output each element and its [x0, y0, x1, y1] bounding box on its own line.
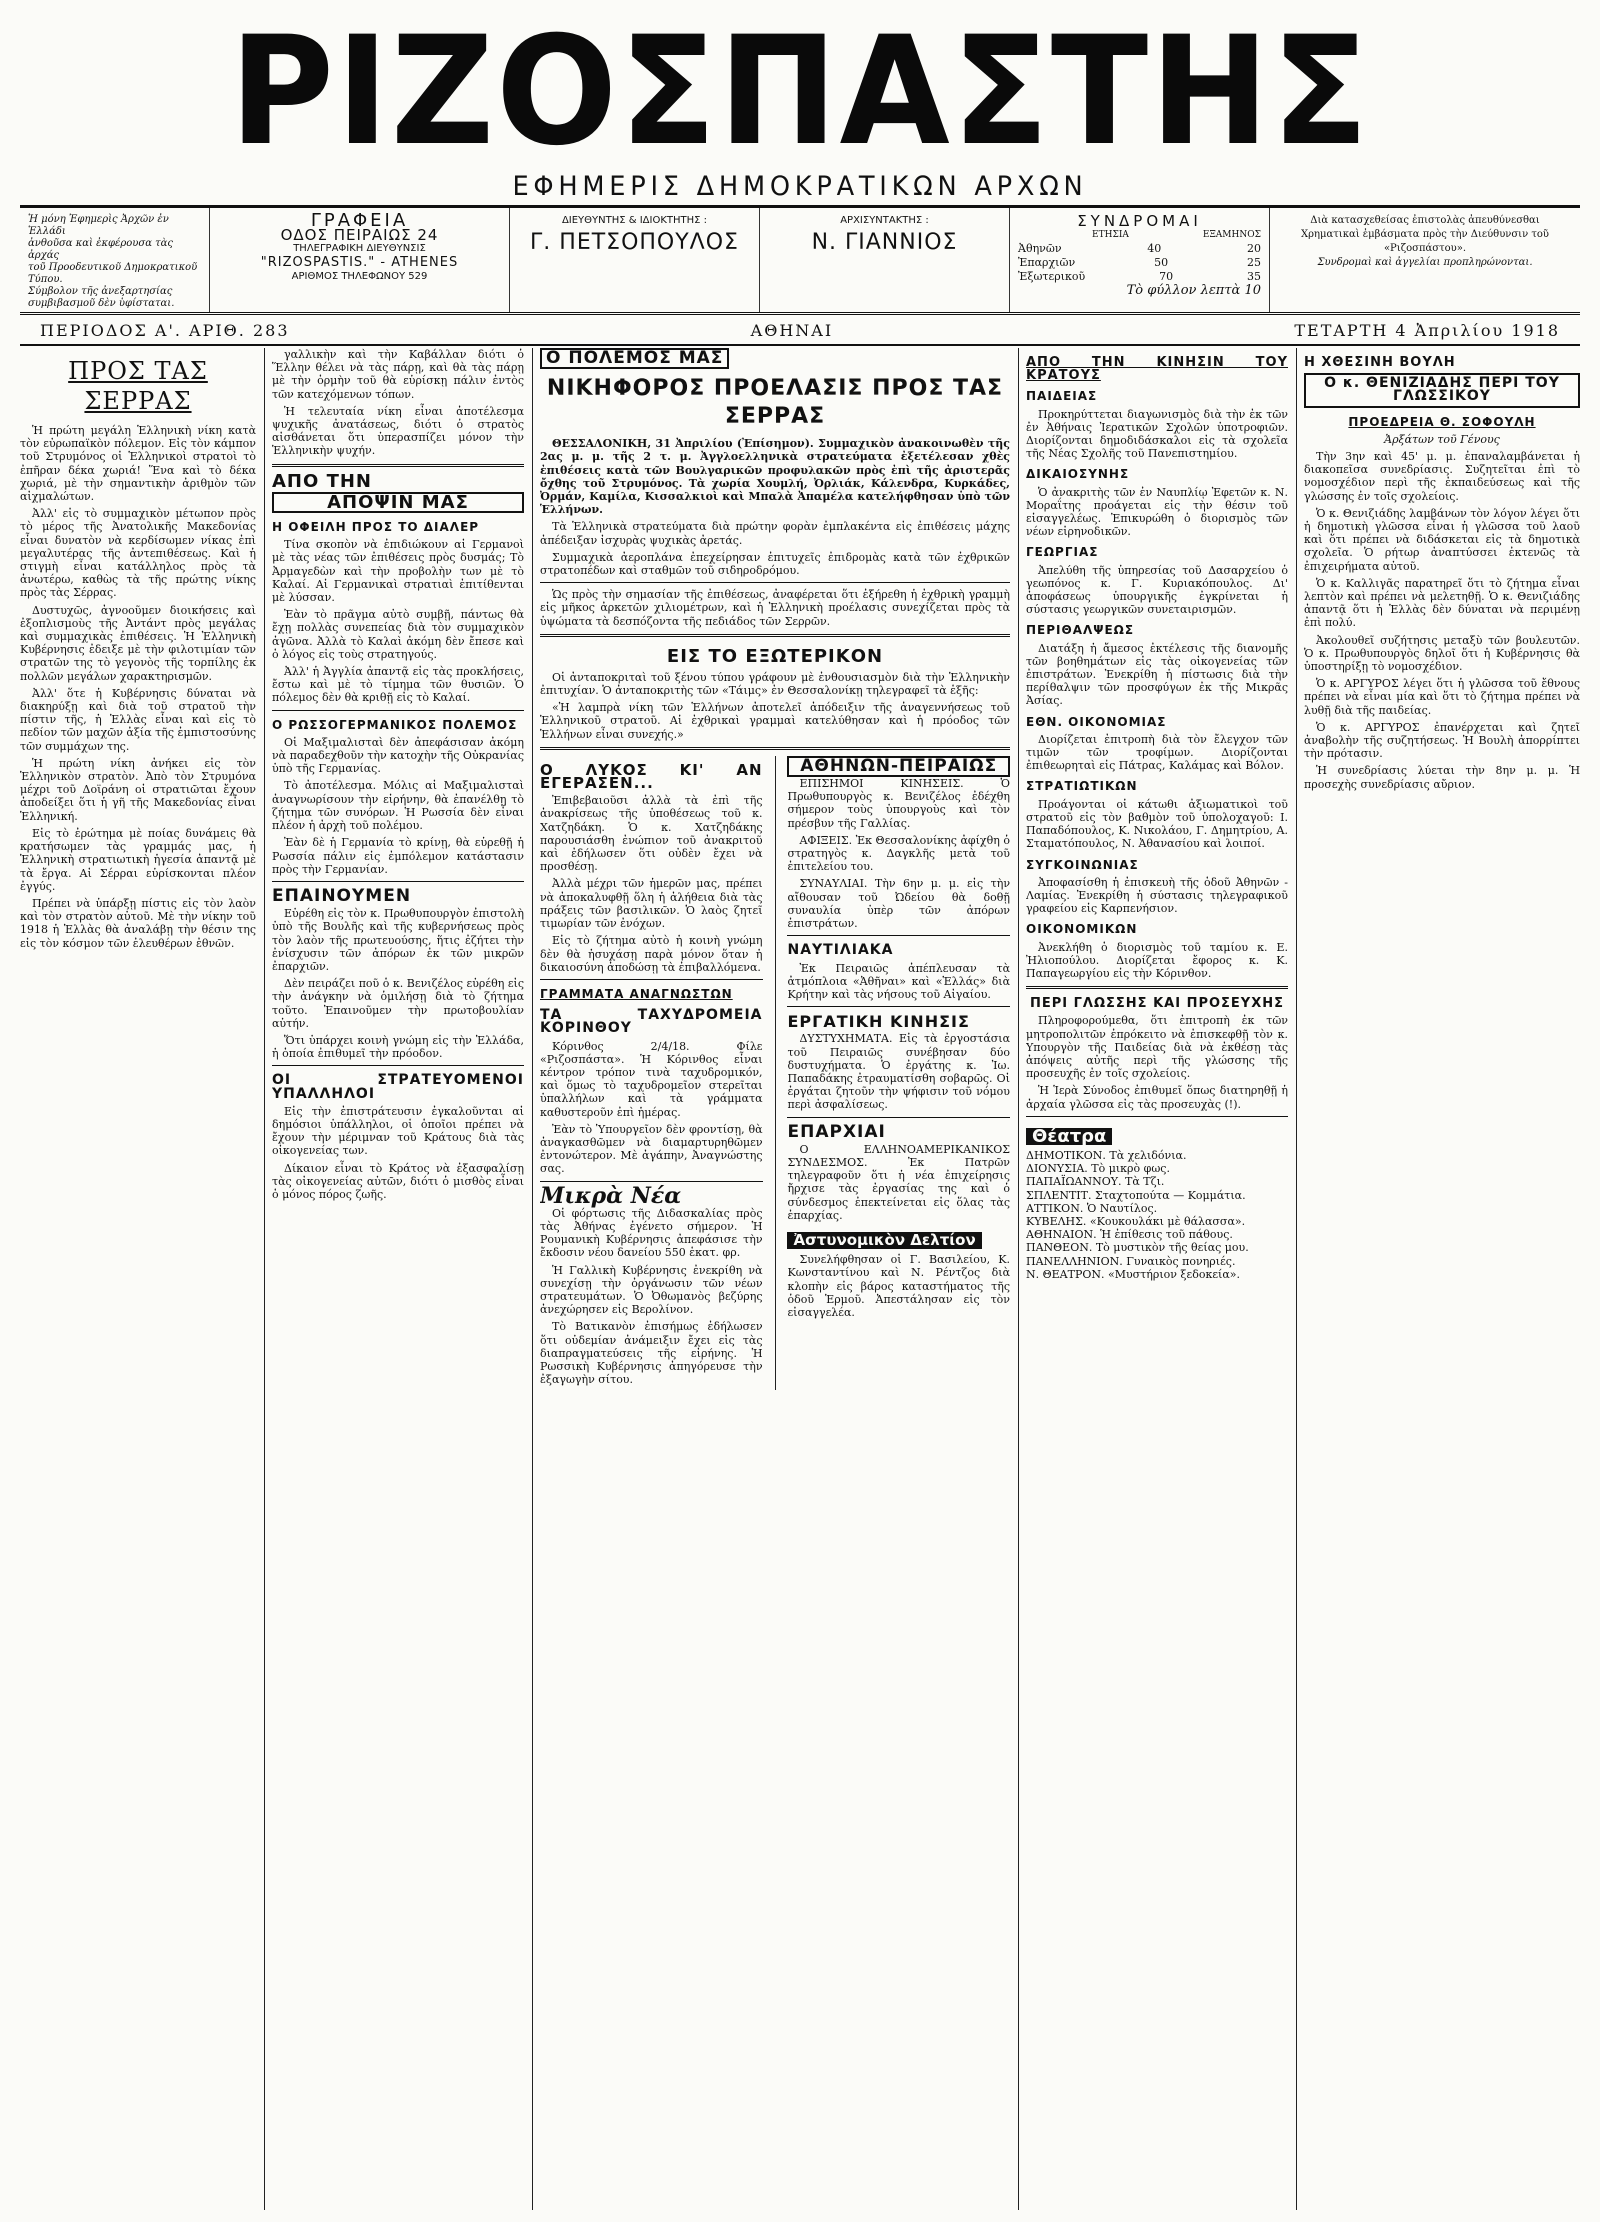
article-paragraph: ΑΦΙΞΕΙΣ. Ἐκ Θεσσαλονίκης ἀφίχθη ὁ στρατηγὸς κ. Δαγκλῆς μετὰ τοῦ ἐπιτελείου του.: [787, 833, 1010, 874]
theatre-entry: ΑΘΗΝΑΙΟΝ. Ἡ ἐπίθεσις τοῦ πάθους.: [1026, 1228, 1233, 1242]
subs-col-half: ΕΞΑΜΗΝΟΣ: [1202, 230, 1261, 240]
theatre-entry: ΠΑΝΘΕΟΝ. Τὸ μυστικὸν τῆς θείας μου.: [1026, 1241, 1249, 1255]
article-paragraph: Προάγονται οἱ κάτωθι ἀξιωματικοὶ τοῦ στρατοῦ εἰς τὸν βαθμὸν τοῦ ὑπολοχαγοῦ: Ι. Παπαδόπουλος, Κ. Νικολάου, Γ. Δημητρίου, Α. Σταματόπουλος, Ν. Ἀθανασίου καὶ λοιποί.: [1026, 797, 1288, 851]
article-paragraph: Ὡς πρὸς τὴν σημασίαν τῆς ἐπιθέσεως, ἀναφέρεται ὅτι ἐξήρεθη ἡ ἐχθρικὴ γραμμὴ εἰς μῆκος ἀρκετῶν χιλιομέτρων, καὶ ἡ Ἑλληνικὴ προέλασις συνεχίζεται πρὸς τὰ ὑψώματα τὰ δεσπόζοντα τῆς πεδιάδος τῶν Σερρῶν.: [540, 588, 1010, 628]
editor-name: Ν. ΓΙΑΝΝΙΟΣ: [811, 230, 958, 255]
columns-area: [20, 348, 1580, 2210]
section-divider: [272, 464, 524, 467]
parliament-label: Η ΧΘΕΣΙΝΗ ΒΟΥΛΗ: [1304, 355, 1456, 370]
section-heading: ΤΑ ΤΑΧΥΔΡΟΜΕΙΑ ΚΟΡΙΝΘΟΥ: [540, 1007, 763, 1037]
small-news-heading: Μικρὰ Νέα: [540, 1182, 682, 1209]
subs-year: 70: [1159, 270, 1174, 283]
motto-line: Ἡ μόνη Ἐφημερὶς Ἀρχῶν ἐν Ἑλλάδι: [28, 214, 169, 237]
subscriptions-header: [1018, 228, 1261, 242]
article-paragraph: Ἡ συνεδρίασις λύεται τὴν 8ην μ. μ. Ἡ προσεχὴς συνεδρίασις αὔριον.: [1304, 764, 1580, 791]
theatre-entry: ΑΤΤΙΚΟΝ. Ὁ Ναυτίλος.: [1026, 1201, 1158, 1215]
theatres-head: Θέατρα: [1026, 1128, 1112, 1145]
note-line: Χρηματικαὶ ἐμβάσματα πρὸς τὴν Διεύθυνσιν τοῦ: [1301, 229, 1549, 240]
article-paragraph: Ἀλλ' ὅτε ἡ Κυβέρνησις δύναται νὰ διακηρύξῃ καὶ διὰ τοῦ στρατοῦ τὴν πίστιν τῆς, ἡ Ἑλλὰς εἶναι καὶ εἰς τὸ πεδίον τῶν μαχῶν ἀξία τῆς ἐμπιστοσύνης τῶν συμμάχων της.: [20, 686, 256, 753]
director-label: ΔΙΕΥΘΥΝΤΗΣ & ΙΔΙΟΚΤΗΤΗΣ :: [561, 215, 708, 226]
article-paragraph: Τίνα σκοπὸν νὰ ἐπιδιώκουν αἱ Γερμανοὶ μὲ τὰς νέας τῶν ἐπιθέσεις πρὸς δυσμάς; Τὸ Ἀρμαγεδὼν καὶ τὴν προβολὴν των μὲ τὸ Καλαί. Αἱ Γερμανικαὶ στρατιαὶ ἐπιτίθενται μὲ λύσσαν.: [272, 538, 524, 605]
article-paragraph: Τὴν 3ην καὶ 45' μ. μ. ἐπαναλαμβάνεται ἡ διακοπεῖσα συνεδρίασις. Συζητεῖται ἐπὶ τὸ νομοσχέδιον περὶ τῆς ἐκπαιδεύσεως καὶ τῆς γλώσσης ἐν τοῖς σχολείοις.: [1304, 450, 1580, 503]
article-paragraph: Οἱ ἀνταποκριταὶ τοῦ ξένου τύπου γράφουν μὲ ἐνθουσιασμὸν διὰ τὴν Ἑλληνικὴν ἐπιτυχίαν. Ὁ ἀνταποκριτὴς τῶν «Τάιμς» ἐν Θεσσαλονίκῃ τηλεγραφεῖ τὰ ἑξῆς:: [540, 670, 1010, 698]
column-rule: [775, 756, 776, 1391]
section-heading: ΟΙΚΟΝΟΜΙΚΩΝ: [1026, 922, 1138, 937]
article-paragraph: Ἀλλὰ μέχρι τῶν ἡμερῶν μας, πρέπει νὰ ἀποκαλυφθῇ ὅλη ἡ ἀλήθεια διὰ τὰς πράξεις τῶν βασιλικῶν. Ὁ λαὸς ζητεῖ τιμωρίαν τῶν ἐνόχων.: [540, 877, 763, 931]
subs-place: Ἐπαρχιῶν: [1018, 256, 1076, 269]
section-divider: [272, 710, 524, 711]
apo-label: ΑΠΟ ΤΗΝ: [272, 470, 372, 492]
article-paragraph: Ὁ κ. Καλλιγᾶς παρατηρεῖ ὅτι τὸ ζήτημα εἶναι λεπτὸν καὶ πρέπει νὰ μελετηθῇ. Ὁ κ. Θενιζιάδης ἀπαντᾷ ὅτι ἡ Ἑλλὰς δὲν δύναται νὰ περιμένῃ ἐπὶ πολύ.: [1304, 576, 1580, 630]
column-4: [1026, 348, 1288, 2210]
editor-label: ΑΡΧΙΣΥΝΤΑΚΤΗΣ :: [840, 215, 929, 226]
article-paragraph: Τὰ Ἑλληνικὰ στρατεύματα διὰ πρώτην φορὰν ἐμπλακέντα εἰς ἐπιθέσεις μάχης ἀπέδειξαν ἰσχυρὰς ψυχικὰς ἀρετάς.: [540, 520, 1010, 547]
article-paragraph: ΘΕΣΣΑΛΟΝΙΚΗ, 31 Ἀπριλίου (Ἐπίσημον). Συμμαχικὸν ἀνακοινωθὲν τῆς 2ας μ. μ. τῆς 2 τ. μ. Ἀγγλοελληνικὰ στρατεύματα ἐξετέλεσαν χθὲς ἐπιθέσεις κατὰ τῶν Βουλγαρικῶν προφυλακῶν πρὸς ἐπὶ τῆς ἀριστερᾶς ὄχθης τοῦ Στρυμόνος. Τὰ χωρία Χουμλή, Ὀρλιάκ, Κάλενδρα, Κυρκάδες, Ὀρμάν, Καμίλα, Κισσαλκιοὶ καὶ Μπαλὰ Ἀπαμέλα κατελήφθησαν ὑπὸ τῶν Ἑλλήνων.: [540, 437, 1010, 517]
subscriptions-box: [1010, 208, 1270, 312]
newspaper-subtitle: ΕΦΗΜΕΡΙΣ ΔΗΜΟΚΡΑΤΙΚΩΝ ΑΡΧΩΝ: [512, 171, 1088, 202]
article-paragraph: Δίκαιον εἶναι τὸ Κράτος νὰ ἐξασφαλίσῃ τὰς οἰκογενείας αὐτῶν, διότι ὁ μισθὸς εἶναι ὁ μόνος πόρος ζωῆς.: [272, 1161, 524, 1201]
apopsin-head: ΑΠΟΨΙΝ ΜΑΣ: [272, 492, 524, 513]
col3-split: [540, 756, 1010, 1391]
article-paragraph: Δὲν πειράζει ποῦ ὁ κ. Βενιζέλος εὑρέθη εἰς τὴν ἀνάγκην νὰ ὁμιλήσῃ διὰ τὸ ζήτημα τοῦτο. Ἐπαινοῦμεν τὴν πρωτοβουλίαν αὐτήν.: [272, 977, 524, 1030]
section-divider: [787, 1117, 1010, 1118]
section-divider: [787, 935, 1010, 936]
article-paragraph: Ἐὰν τὸ Ὑπουργεῖον δὲν φροντίσῃ, θὰ ἀναγκασθῶμεν νὰ διαμαρτυρηθῶμεν ἐντονώτερον. Μὲ ἀγάπην, Ἀναγνώστης σας.: [540, 1122, 763, 1176]
newspaper-title: ΡΙΖΟΣΠΑΣΤΗΣ: [229, 5, 1371, 179]
section-heading: Η ΟΦΕΙΛΗ ΠΡΟΣ ΤΟ ΔΙΑΛΕΡ: [272, 520, 480, 535]
section-heading: ΠΕΡΙ ΓΛΩΣΣΗΣ ΚΑΙ ΠΡΟΣΕΥΧΗΣ: [1029, 996, 1284, 1012]
section-divider: [540, 1181, 763, 1182]
article-paragraph: Δυστυχῶς, ἀγνοοῦμεν διοικήσεις καὶ ἐξοπλισμοὺς τῆς Ἀντάντ πρὸς μεγάλας καὶ συμμαχικὰς ἐπιθέσεις. Ἡ Ἑλληνικὴ Κυβέρνησις ἐδειξε μὲ τὴν φιλοτιμίαν τῶν στρατῶν της τὸ γεγονὸς τῆς τορπίλης ἐκ πολλῶν μεγάλων χαρακτηρισμῶν.: [20, 603, 256, 683]
article-paragraph: Οἱ Μαξιμαλισταὶ δὲν ἀπεφάσισαν ἀκόμη νὰ παραδεχθοῦν τὴν κατοχὴν τῆς Οὐκρανίας ὑπὸ τῆς Γερμανίας.: [272, 735, 524, 776]
telegraph-address: "RIZOSPASTIS." - ATHENES: [260, 255, 459, 270]
theatre-entry: ΔΙΟΝΥΣΙΑ. Τὸ μικρὸ φως.: [1026, 1162, 1170, 1176]
section-heading: ΣΤΡΑΤΙΩΤΙΚΩΝ: [1026, 779, 1138, 794]
athens-piraeus-head: ΑΘΗΝΩΝ-ΠΕΙΡΑΙΩΣ: [787, 756, 1010, 777]
offices-box: [210, 208, 510, 312]
theatre-entry: ΚΥΒΕΛΗΣ. «Κουκουλάκι μὲ θάλασσα».: [1026, 1214, 1246, 1228]
issue-date: ΤΕΤΑΡΤΗ 4 Ἀπριλίου 1918: [1294, 320, 1560, 340]
subs-place: Ἀθηνῶν: [1018, 242, 1062, 255]
director-name: Γ. ΠΕΤΣΟΠΟΥΛΟΣ: [530, 230, 739, 255]
section-heading: ΕΠΑΙΝΟΥΜΕΝ: [272, 885, 412, 906]
subscriptions-label: ΣΥΝΔΡΟΜΑΙ: [1077, 212, 1202, 230]
section-heading: ΟΙ ΣΤΡΑΤΕΥΟΜΕΝΟΙ ΥΠΑΛΛΗΛΟΙ: [272, 1072, 524, 1102]
dateline: [20, 316, 1580, 346]
column-2: [272, 348, 524, 2210]
section-heading: Ο ΡΩΣΣΟΓΕΡΜΑΝΙΚΟΣ ΠΟΛΕΜΟΣ: [272, 717, 518, 732]
col3-right: [787, 756, 1010, 1391]
subs-half: 25: [1247, 256, 1261, 269]
section-heading: ΓΕΩΡΓΙΑΣ: [1026, 545, 1099, 560]
state-activity-head: ΑΠΟ ΤΗΝ ΚΙΝΗΣΙΝ ΤΟΥ ΚΡΑΤΟΥΣ: [1026, 355, 1288, 384]
article-paragraph: Διατάξη ἡ ἄμεσος ἐκτέλεσις τῆς διανομῆς τῶν βοηθημάτων εἰς τὰς οἰκογενείας τῶν ἐπιστράτων. Ἐνεκρίθη ἡ πίστωσις διὰ τὴν περίθαλψιν τῶν προσφύγων ἐκ τῆς Μικρᾶς Ἀσίας.: [1026, 641, 1288, 708]
article-paragraph: Πληροφορούμεθα, ὅτι ἐπιτροπὴ ἐκ τῶν μητροπολιτῶν ἐπρόκειτο νὰ ἐπισκεφθῇ τὸν κ. Υπουργὸν τῆς Παιδείας διὰ νὰ ἐκθέσῃ τὰς ἀπόψεις αὐτῆς περὶ τῆς γλώσσης τῆς προσευχῆς ἐν τοῖς σχολείοις.: [1026, 1014, 1288, 1081]
article-paragraph: Εὑρέθη εἰς τὸν κ. Πρωθυπουργὸν ἐπιστολὴ ὑπὸ τῆς Βουλῆς καὶ τῆς κυβερνήσεως πρὸς τὸν λαὸν τῆς πρωτευούσης, ἥτις ἐζήτει τὴν ἐνίσχυσιν τῶν ἀπόρων ἐκ τῶν μικρῶν ἐπαρχιῶν.: [272, 907, 524, 973]
subs-col-year: ΕΤΗΣΙΑ: [1092, 230, 1129, 240]
note-line: Διὰ κατασχεθείσας ἐπιστολὰς ἀπευθύνεσθαι: [1310, 215, 1540, 226]
theatre-entry: Ν. ΘΕΑΤΡΟΝ. «Μυστήριον ξεδοκεία».: [1026, 1267, 1240, 1281]
article-paragraph: Πρέπει νὰ ὑπάρξῃ πίστις εἰς τὸν λαὸν καὶ τὸν στρατὸν αὐτοῦ. Μὲ τὴν νίκην τοῦ 1918 ἡ Ἑλλὰς θὰ ἀναλάβῃ τὴν θέσιν της εἰς τὸν κόσμον τῶν ἐλευθέρων ἐθνῶν.: [20, 896, 256, 950]
article-paragraph: Συμμαχικὰ ἀεροπλάνα ἐπεχείρησαν ἐπιτυχεῖς ἐπιδρομὰς κατὰ τῶν ἐχθρικῶν στρατοπέδων καὶ σταθμῶν τοῦ σιδηροδρόμου.: [540, 550, 1010, 578]
theatre-entry: ΣΠΛΕΝΤΙΤ. Σταχτοπούτα — Κομμάτια.: [1026, 1188, 1246, 1202]
subs-half: 20: [1246, 242, 1261, 255]
subs-year: 40: [1147, 242, 1162, 255]
article-paragraph: Ὁ κ. ΑΡΓΥΡΟΣ ἐπανέρχεται καὶ ζητεῖ ἀναβολὴν τῆς συζητήσεως. Ἡ Βουλὴ ἀπορρίπτει τὴν πρότασιν.: [1304, 720, 1580, 761]
article-paragraph: Εἰς τὴν ἐπιστράτευσιν ἐγκαλοῦνται αἱ δημόσιοι ὑπάλληλοι, οἱ ὁποῖοι πρέπει νὰ ἔχουν τὴν μέριμναν τοῦ Κράτους διὰ τὰς οἰκογενείας των.: [272, 1104, 524, 1158]
column-rule: [264, 348, 265, 2210]
article-paragraph: «Ἡ λαμπρὰ νίκη τῶν Ἑλλήνων ἀποτελεῖ ἀπόδειξιν τῆς ἀναγεννήσεως τοῦ Ἑλληνικοῦ στρατοῦ. Αἱ ἐχθρικαὶ γραμμαὶ κατελύθησαν καὶ ἡ πρόοδος τῶν Ἑλλήνων εἶναι συνεχής.»: [540, 701, 1010, 741]
director-box: [510, 208, 760, 312]
section-divider: [540, 634, 1010, 637]
offices-label: ΓΡΑΦΕΙΑ: [310, 210, 409, 231]
article-paragraph: Ἐὰν τὸ πρᾶγμα αὐτὸ συμβῇ, πάντως θὰ ἔχῃ πολλὰς συνεπείας διὰ τὸν συμμαχικὸν ἀγῶνα. Ἀλλὰ τὸ Καλαὶ ἀκόμη δὲν ἔπεσε καὶ ὁ λόγος εἰς τοὺς στρατηγούς.: [272, 608, 524, 661]
section-heading: ΕΘΝ. ΟΙΚΟΝΟΜΙΑΣ: [1026, 714, 1167, 729]
section-divider: [1026, 1116, 1288, 1117]
article-paragraph: Ἀποφασίσθη ἡ ἐπισκευὴ τῆς ὁδοῦ Ἀθηνῶν - Λαμίας. Ἐνεκρίθη ἡ σύστασις τηλεγραφικοῦ γραφείου εἰς Καρπενήσιον.: [1026, 875, 1288, 916]
masthead: [20, 5, 1580, 215]
article-paragraph: Οἱ φόρτωσις τῆς Διδασκαλίας πρὸς τὰς Ἀθήνας ἐγένετο σήμερον. Ἡ Ρουμανικὴ Κυβέρνησις ἀπεφάσισε τὴν ἔκδοσιν νέου δανείου 550 ἑκατ. φρ.: [540, 1206, 763, 1260]
article-paragraph: Ἀνεκλήθη ὁ διορισμὸς τοῦ ταμίου κ. Ε. Ἠλιοπούλου. Διορίζεται ἔφορος κ. Κ. Παπαγεωργίου εἰς τὴν Κόρινθον.: [1026, 940, 1288, 980]
article-paragraph: Ὅτι ὑπάρχει κοινὴ γνώμη εἰς τὴν Ἑλλάδα, ἡ ὁποία ἐπιθυμεῖ τὴν πρόοδον.: [272, 1033, 524, 1061]
column-rule: [1018, 348, 1019, 2210]
article-paragraph: Ὁ κ. ΑΡΓΥΡΟΣ λέγει ὅτι ἡ γλῶσσα τοῦ ἔθνους πρέπει νὰ εἶναι μία καὶ ὅτι τὸ ζήτημα πρέπει νὰ λυθῇ διὰ τῆς παιδείας.: [1304, 677, 1580, 717]
article-paragraph: Ὁ κ. Θενιζιάδης λαμβάνων τὸν λόγον λέγει ὅτι ἡ δημοτικὴ γλῶσσα εἶναι ἡ γλῶσσα τοῦ λαοῦ καὶ ὅτι πρέπει νὰ διδάσκεται εἰς τὰ δημοτικὰ σχολεῖα. Ὁ ρήτωρ ἀναπτύσσει ἐκτενῶς τὰ ἐπιχειρήματα αὐτοῦ.: [1304, 506, 1580, 573]
subs-row: [1018, 242, 1261, 256]
section-divider: [540, 979, 763, 980]
article-paragraph: Ἡ Γαλλικὴ Κυβέρνησις ἐνεκρίθη νὰ συνεχίσῃ τὴν ὀργάνωσιν τῶν νέων στρατευμάτων. Ὁ Ὀθωμανὸς βεζύρης ἀνεχώρησεν εἰς Βερολίνον.: [540, 1263, 763, 1317]
column-3: [540, 348, 1010, 2210]
article-paragraph: Ἀπελύθη τῆς ὑπηρεσίας τοῦ Δασαρχείου ὁ γεωπόνος κ. Γ. Κυριακόπουλος. Δι' ἀποφάσεως ὑπουργικῆς ἐγκρίνεται ἡ σύστασις γεωργικῶν συνεταιρισμῶν.: [1026, 563, 1288, 617]
war-headline: ΝΙΚΗΦΟΡΟΣ ΠΡΟΕΛΑΣΙΣ ΠΡΟΣ ΤΑΣ ΣΕΡΡΑΣ: [546, 376, 1004, 430]
issue-price: Τὸ φύλλον λεπτὰ 10: [1126, 283, 1261, 298]
article-paragraph: Ὁ ἀνακριτὴς τῶν ἐν Ναυπλίῳ Ἐφετῶν κ. Ν. Μοραΐτης προάγεται εἰς τὴν θέσιν τοῦ εἰσαγγελέως. Ἐπικυρώθη ὁ διορισμὸς τῶν νέων εἰρηνοδικῶν.: [1026, 485, 1288, 539]
article-paragraph: Προκηρύττεται διαγωνισμὸς διὰ τὴν ἐκ τῶν ἐν Ἀθήναις Ἰερατικῶν Σχολῶν ὑποτροφιῶν. Διορίζονται δημοδιδάσκαλοι εἰς τὰ σχολεῖα τῆς Νέας Σχολῆς τοῦ Πανεπιστημίου.: [1026, 407, 1288, 461]
issue-period: ΠΕΡΙΟΔΟΣ Α'. ΑΡΙΘ. 283: [40, 320, 290, 340]
article-paragraph: Ἡ Ἱερὰ Σύνοδος ἐπιθυμεῖ ὅπως διατηρηθῇ ἡ ἀρχαία γλῶσσα εἰς τὰς προσευχὰς (!).: [1026, 1084, 1288, 1111]
column-rule: [532, 348, 533, 2210]
column-1: [20, 348, 256, 2210]
section-divider: [540, 582, 1010, 583]
section-heading: ΠΕΡΙΘΑΛΨΕΩΣ: [1026, 623, 1135, 638]
subs-place: Ἐξωτερικοῦ: [1018, 270, 1086, 283]
letters-label: ΓΡΑΜΜΑΤΑ ΑΝΑΓΝΩΣΤΩΝ: [540, 986, 733, 1001]
article-paragraph: Ἀκολουθεῖ συζήτησις μεταξὺ τῶν βουλευτῶν. Ὁ κ. Πρωθυπουργὸς δηλοῖ ὅτι ἡ Κυβέρνησις θὰ ὑποστηρίξῃ τὸ νομοσχέδιον.: [1304, 633, 1580, 674]
motto-line: τοῦ Προοδευτικοῦ Δημοκρατικοῦ Τύπου.: [28, 262, 198, 285]
section-divider: [272, 881, 524, 882]
article-paragraph: Ο ΕΛΛΗΝΟΑΜΕΡΙΚΑΝΙΚΟΣ ΣΥΝΔΕΣΜΟΣ. Ἐκ Πατρῶν τηλεγραφοῦν ὅτι ἡ νέα ἐπιχείρησις ἤρχισε τὰς ἐργασίας της καὶ ὁ σύνδεσμος ἐπεκτείνεται εἰς ὅλας τὰς ἐπαρχίας.: [787, 1142, 1010, 1222]
headline-sereas: ΠΡΟΣ ΤΑΣ ΣΕΡΡΑΣ: [68, 357, 208, 415]
section-heading: ΕΡΓΑΤΙΚΗ ΚΙΝΗΣΙΣ: [787, 1012, 970, 1032]
article-paragraph: Τὸ ἀποτέλεσμα. Μόλις αἱ Μαξιμαλισταὶ ἀναγνωρίσουν τὴν εἰρήνην, θὰ ἐπανέλθῃ τὸ ζήτημα τῶν συνόρων. Ἡ Ρωσσία δὲν εἶναι πλέον ἡ ἀρχὴ τοῦ πολέμου.: [272, 779, 524, 833]
article-paragraph: ΕΠΙΣΗΜΟΙ ΚΙΝΗΣΕΙΣ. Ὁ Πρωθυπουργὸς κ. Βενιζέλος ἐδέχθη σήμερον τοὺς ὑπουργοὺς καὶ τὸν πρέσβυν τῆς Γαλλίας.: [787, 777, 1010, 830]
motto-line: συμβιβασμοῦ δὲν ὑφίσταται.: [28, 298, 175, 309]
section-heading: ΔΙΚΑΙΟΣΥΝΗΣ: [1026, 467, 1130, 482]
section-divider: [1026, 986, 1288, 989]
parliament-subtitle: Ἀρξάτων τοῦ Γένους: [1384, 432, 1500, 446]
section-heading: ΝΑΥΤΙΛΙΑΚΑ: [787, 942, 894, 959]
article-paragraph: Ἡ τελευταία νίκη εἶναι ἀποτέλεσμα ψυχικῆς ἀνατάσεως, διότι ὁ στρατὸς αἰσθάνεται ὅτι ὑπερασπίζει μόνον τὴν Ἑλληνικὴν ψυχήν.: [272, 404, 524, 458]
subs-row: [1018, 256, 1261, 270]
abroad-headline: ΕΙΣ ΤΟ ΕΞΩΤΕΡΙΚΟΝ: [666, 645, 884, 667]
notes-box: [1270, 208, 1580, 312]
column-rule: [1296, 348, 1297, 2210]
theatre-entry: ΠΑΠΑΪΩΑΝΝΟΥ. Τὰ Τζι.: [1026, 1175, 1165, 1189]
article-paragraph: Ἀλλ' εἰς τὸ συμμαχικὸν μέτωπον πρὸς τὸ μέρος τῆς Ἀνατολικῆς Μακεδονίας εἶναι δυνατὸν νὰ κερδίσωμεν νίκας ἐπὶ μεγαλυτέρας τῆς ἀντεπιθέσεως. Καὶ ἡ στιγμὴ εἶναι κατάλληλος πρὸς τὰ ἀνωτέρω, καθὼς τὰ τῆς πρώτης νίκης πρὸς τὰς Σέρρας.: [20, 507, 256, 600]
info-strip: [20, 205, 1580, 315]
subs-year: 50: [1154, 256, 1169, 269]
article-paragraph: Τὸ Βατικανὸν ἐπισήμως ἐδήλωσεν ὅτι οὐδεμίαν ἀνάμειξιν ἔχει εἰς τὰς διαπραγματεύσεις τῆς εἰρήνης. Ἡ Ρωσσικὴ Κυβέρνησις ἀπηγόρευσε τὴν ἐξαγωγὴν σίτου.: [540, 1320, 763, 1387]
motto-line: Σύμβολον τῆς ἀνεξαρτησίας: [28, 286, 173, 297]
section-heading: ΕΠΑΡΧΙΑΙ: [787, 1121, 886, 1142]
article-paragraph: Εἰς τὸ ζήτημα αὐτὸ ἡ κοινὴ γνώμη δὲν θὰ ἡσυχάσῃ παρὰ μόνον ὅταν ἡ δικαιοσύνη ἀποδώσῃ τὰ ἐπιβαλλόμενα.: [540, 934, 763, 974]
phone-number: ΑΡΙΘΜΟΣ ΤΗΛΕΦΩΝΟΥ 529: [291, 271, 428, 282]
subs-half: 35: [1246, 270, 1261, 283]
col3-left: [540, 756, 763, 1391]
subs-row: [1018, 270, 1261, 284]
police-bulletin-head: Ἀστυνομικὸν Δελτίον: [787, 1232, 981, 1249]
offices-address: ΟΔΟΣ ΠΕΙΡΑΙΩΣ 24: [280, 226, 439, 244]
theatre-entry: ΠΑΝΕΛΛΗΝΙΟΝ. Γυναικὸς πονηριές.: [1026, 1254, 1236, 1268]
section-heading: ΣΥΓΚΟΙΝΩΝΙΑΣ: [1026, 857, 1139, 872]
article-paragraph: Κόρινθος 2/4/18. Φίλε «Ριζοσπάστα». Ἡ Κόρινθος εἶναι κέντρον τρόπον τινὰ ταχυδρομικόν, καὶ ὅμως τὸ ταχυδρομεῖον στερεῖται ὑπαλλήλων καὶ τὰ γράμματα καθυστεροῦν ἐπὶ ἡμέρας.: [540, 1039, 763, 1119]
article-paragraph: γαλλικὴν καὶ τὴν Καβάλλαν διότι ὁ Ἕλλην θέλει νὰ τὰς πάρῃ, καὶ θὰ τὰς πάρῃ μὲ τὴν ὁρμὴν τοῦ θὰ εὑρίσκῃ πάλιν ἐντὸς τῶν κατεχόμενων τόπων.: [272, 348, 524, 401]
article-paragraph: Ἐκ Πειραιῶς ἀπέπλευσαν τὰ ἀτμόπλοια «Ἀθῆναι» καὶ «Ἑλλάς» διὰ Κρήτην καὶ τὰς νήσους τοῦ Αἰγαίου.: [787, 961, 1010, 1001]
column-5: [1304, 348, 1580, 2210]
parliament-headline: Ο κ. ΘΕΝΙΖΙΑΔΗΣ ΠΕΡΙ ΤΟΥ ΓΛΩΣΣΙΚΟΥ: [1304, 373, 1580, 407]
article-paragraph: Ἡ πρώτη νίκη ἀνήκει εἰς τὸν Ἑλληνικὸν στρατὸν. Ἀπὸ τὸν Στρυμόνα μέχρι τοῦ Δοϊράνη οἱ στρατιῶται ἔχουν ἀποδείξει ὅτι ἡ γῆ τῆς Μακεδονίας εἶναι Ἑλληνική.: [20, 756, 256, 823]
note-line: «Ριζοσπάστου».: [1383, 243, 1467, 254]
theatre-entry: ΔΗΜΟΤΙΚΟΝ. Τὰ χελιδόνια.: [1026, 1148, 1187, 1162]
note-line: Συνδρομαὶ καὶ ἀγγελίαι προπληρώνονται.: [1317, 257, 1533, 268]
article-paragraph: ΣΥΝΑΥΛΙΑΙ. Τὴν 6ην μ. μ. εἰς τὴν αἴθουσαν τοῦ Ὠδείου θὰ δοθῇ συναυλία ὑπὲρ τῶν ἀπόρων ἐπιστράτων.: [787, 877, 1010, 931]
issue-city: ΑΘΗΝΑΙ: [750, 320, 834, 340]
section-divider: [272, 1065, 524, 1066]
article-paragraph: Συνελήφθησαν οἱ Γ. Βασιλείου, Κ. Κωνσταντίνου καὶ Ν. Ρέντζος διὰ κλοπὴν εἰς βάρος καταστήματος τῆς ὁδοῦ Ἑρμοῦ. Ἀπεστάλησαν εἰς τὸν εἰσαγγελέα.: [787, 1253, 1010, 1319]
article-paragraph: ΔΥΣΤΥΧΗΜΑΤΑ. Εἰς τὰ ἐργοστάσια τοῦ Πειραιῶς συνέβησαν δύο δυστυχήματα. Ὁ ἐργάτης κ. Ἰω. Παπαδάκης ἐτραυματίσθη σοβαρῶς. Οἱ ἐργάται ζητοῦν τὴν ψήφισιν τοῦ νόμου περὶ ἀσφαλίσεως.: [787, 1032, 1010, 1112]
article-paragraph: Ἐὰν δὲ ἡ Γερμανία τὸ κρίνῃ, θὰ εὑρεθῇ ἡ Ρωσσία πάλιν εἰς ἐμπόλεμον κατάστασιν πρὸς τὴν Γερμανίαν.: [272, 836, 524, 876]
article-paragraph: Διορίζεται ἐπιτροπὴ διὰ τὸν ἔλεγχον τῶν τιμῶν τῶν τροφίμων. Διορίζονται ἐπιθεωρηταὶ εἰς Πάτρας, Καλάμας καὶ Βόλον.: [1026, 732, 1288, 773]
telegraph-label: ΤΗΛΕΓΡΑΦΙΚΗ ΔΙΕΥΘΥΝΣΙΣ: [293, 243, 426, 254]
section-heading: Ο ΛΥΚΟΣ ΚΙ' ΑΝ ΕΓΕΡΑΣΕΝ...: [540, 760, 763, 793]
article-paragraph: Ἡ πρώτη μεγάλη Ἑλληνικὴ νίκη κατὰ τὸν εὐρωπαϊκὸν πόλεμον. Εἰς τὸν κάμπον τοῦ Στρυμόνος οἱ Ἑλληνικοὶ στρατοὶ τὸ ἐπῆραν δέκα χωριά! Ἕνα καὶ τὸ δέκα χωριά, μὲ τὴν σημαντικὴν ἀριθμὸν τῶν αἰχμαλώτων.: [20, 424, 256, 504]
presidency-line: ΠΡΟΕΔΡΕΙΑ Θ. ΣΟΦΟΥΛΗ: [1348, 414, 1536, 429]
motto-line: ἀνθοῦσα καὶ ἐκφέρουσα τὰς ἀρχάς: [28, 238, 174, 261]
article-paragraph: Ἐπιβεβαιοῦσι ἀλλὰ τὰ ἐπὶ τῆς ἀνακρίσεως τῆς ὑποθέσεως τοῦ κ. Χατζηδάκη. Ὁ κ. Χατζηδάκης παρουσιάσθη ἐνώπιον τοῦ ἀνακριτοῦ καὶ ἐδήλωσεν ὅτι οὐδὲν ἔχει νὰ προσθέσῃ.: [540, 794, 763, 874]
section-heading: ΠΑΙΔΕΙΑΣ: [1026, 389, 1098, 404]
war-section-label: Ο ΠΟΛΕΜΟΣ ΜΑΣ: [540, 348, 729, 369]
section-divider: [540, 747, 1010, 750]
article-paragraph: Ἀλλ' ἡ Ἀγγλία ἀπαντᾷ εἰς τὰς προκλήσεις, ἔστω καὶ μὲ τὸ τίμημα τῶν θυσιῶν. Ὁ πόλεμος δὲν θὰ κριθῇ εἰς τὸ Καλαί.: [272, 665, 524, 705]
section-divider: [787, 1006, 1010, 1007]
editor-box: [760, 208, 1010, 312]
article-paragraph: Εἰς τὸ ἐρώτημα μὲ ποίας δυνάμεις θὰ κρατήσωμεν τὰς γραμμάς μας, ἡ Ἑλληνικὴ στρατιωτικὴ ἡγεσία ἀπαντᾷ μὲ τὰ ἔργα. Αἱ Σέρραι εὑρίσκονται πλέον ἐγγύς.: [20, 826, 256, 893]
motto-box: [20, 208, 210, 312]
